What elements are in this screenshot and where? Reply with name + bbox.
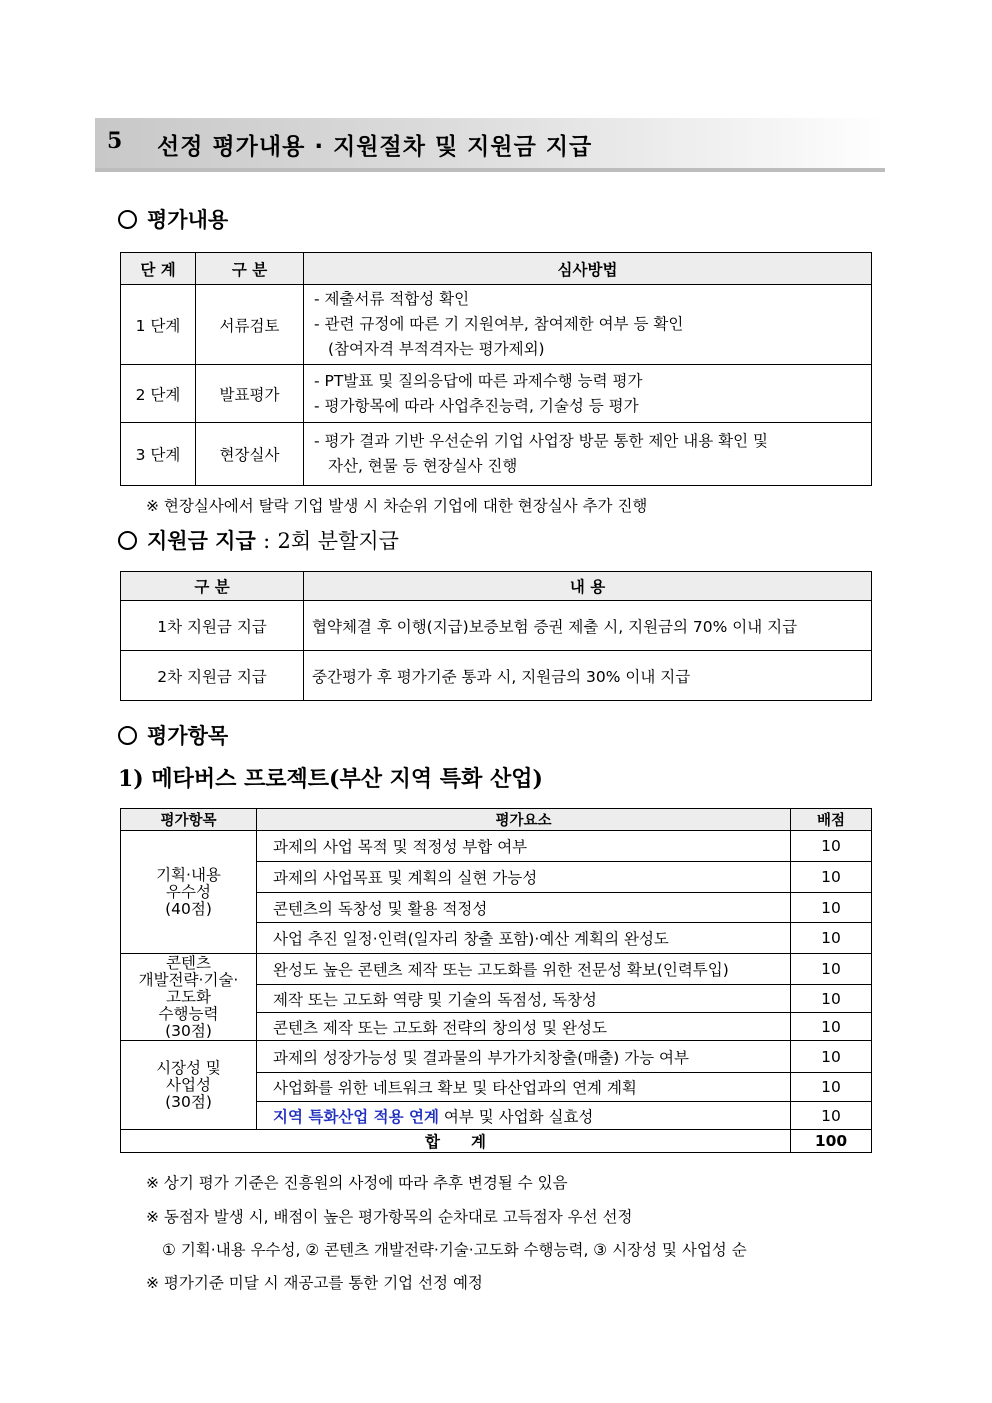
criterion-cell: 완성도 높은 콘텐츠 제작 또는 고도화를 위한 전문성 확보(인력투입) (257, 954, 791, 985)
score-cell: 10 (791, 1073, 872, 1102)
column-header: 평가요소 (257, 809, 791, 831)
evaluation-criteria-table (120, 808, 872, 1153)
score-cell: 10 (791, 862, 872, 893)
heading-evaluation: 평가내용 (118, 204, 228, 234)
table-row (121, 651, 872, 701)
column-header: 구 분 (196, 253, 304, 285)
circle-bullet-icon (118, 210, 137, 229)
section-title: 선정 평가내용 · 지원절차 및 지원금 지급 (157, 134, 593, 160)
method-cell: - 제출서류 적합성 확인 - 관련 규정에 따른 기 지원여부, 참여제한 여부 등 확인 (참여자격 부적격자는 평가제외) (304, 285, 872, 365)
circle-bullet-icon (118, 726, 137, 745)
note-site-inspection: ※ 현장실사에서 탈락 기업 발생 시 차순위 기업에 대한 현장실사 추가 진행 (146, 497, 648, 515)
stage-cell: 1 단계 (121, 285, 196, 365)
score-cell: 10 (791, 1102, 872, 1130)
heading-eval-items: 평가항목 (118, 720, 228, 750)
table-row (121, 954, 872, 985)
circle-bullet-icon (118, 531, 137, 550)
category-cell: 발표평가 (196, 365, 304, 423)
stage-cell: 2 단계 (121, 365, 196, 423)
table-row (121, 1041, 872, 1073)
section-number: 5 (107, 128, 123, 154)
column-header: 구 분 (121, 572, 304, 601)
score-cell: 10 (791, 893, 872, 923)
table-row (121, 285, 872, 365)
score-cell: 10 (791, 1041, 872, 1073)
criterion-cell: 콘텐츠 제작 또는 고도화 전략의 창의성 및 완성도 (257, 1013, 791, 1041)
highlighted-text: 지역 특화산업 적용 연계 (273, 1107, 439, 1126)
payment-content: 협약체결 후 이행(지급)보증보험 증권 제출 시, 지원금의 70% 이내 지급 (304, 601, 872, 651)
table-header-row (121, 572, 872, 601)
table-row (121, 423, 872, 486)
column-header: 배점 (791, 809, 872, 831)
note-tie: ※ 동점자 발생 시, 배점이 높은 평가항목의 순차대로 고득점자 우선 선정 (146, 1208, 633, 1226)
criterion-cell: 과제의 성장가능성 및 결과물의 부가가치창출(매출) 가능 여부 (257, 1041, 791, 1073)
score-cell: 10 (791, 1013, 872, 1041)
stage-cell: 3 단계 (121, 423, 196, 486)
method-cell: - PT발표 및 질의응답에 따른 과제수행 능력 평가 - 평가항목에 따라 사업추진능력, 기술성 등 평가 (304, 365, 872, 423)
payment-label: 2차 지원금 지급 (121, 651, 304, 701)
table-row (121, 601, 872, 651)
category-cell: 현장실사 (196, 423, 304, 486)
criterion-cell: 과제의 사업목표 및 계획의 실현 가능성 (257, 862, 791, 893)
table-header-row (121, 809, 872, 831)
note-change: ※ 상기 평가 기준은 진흥원의 사정에 따라 추후 변경될 수 있음 (146, 1174, 568, 1192)
criterion-cell: 사업화를 위한 네트워크 확보 및 타산업과의 연계 계획 (257, 1073, 791, 1102)
category-cell: 서류검토 (196, 285, 304, 365)
category-cell: 콘텐츠 개발전략·기술· 고도화 수행능력 (30점) (121, 954, 257, 1041)
column-header: 심사방법 (304, 253, 872, 285)
total-score: 100 (791, 1130, 872, 1153)
criterion-cell: 제작 또는 고도화 역량 및 기술의 독점성, 독창성 (257, 985, 791, 1013)
column-header: 내 용 (304, 572, 872, 601)
category-cell: 기획·내용 우수성 (40점) (121, 831, 257, 954)
total-row (121, 1130, 872, 1153)
score-cell: 10 (791, 985, 872, 1013)
heading-payment: 지원금 지급 : 2회 분할지급 (118, 525, 399, 555)
score-cell: 10 (791, 831, 872, 862)
category-cell: 시장성 및 사업성 (30점) (121, 1041, 257, 1130)
column-header: 평가항목 (121, 809, 257, 831)
payment-table (120, 571, 872, 701)
method-cell: - 평가 결과 기반 우선순위 기업 사업장 방문 통한 제안 내용 확인 및 자산, 현물 등 현장실사 진행 (304, 423, 872, 486)
criterion-cell: 콘텐츠의 독창성 및 활용 적정성 (257, 893, 791, 923)
note-tie-order: ① 기획·내용 우수성, ② 콘텐츠 개발전략·기술·고도화 수행능력, ③ 시장성 및 사업성 순 (162, 1241, 747, 1259)
payment-label: 1차 지원금 지급 (121, 601, 304, 651)
table-header-row (121, 253, 872, 285)
total-label: 합 계 (121, 1130, 791, 1153)
score-cell: 10 (791, 954, 872, 985)
criterion-cell: 과제의 사업 목적 및 적정성 부합 여부 (257, 831, 791, 862)
payment-content: 중간평가 후 평가기준 통과 시, 지원금의 30% 이내 지급 (304, 651, 872, 701)
criterion-cell: 지역 특화산업 적용 연계 여부 및 사업화 실효성 (257, 1102, 791, 1130)
section-header (95, 118, 885, 172)
score-cell: 10 (791, 923, 872, 954)
note-reannounce: ※ 평가기준 미달 시 재공고를 통한 기업 선정 예정 (146, 1274, 483, 1292)
heading-metaverse-project: 1) 메타버스 프로젝트(부산 지역 특화 산업) (118, 766, 543, 792)
table-row (121, 831, 872, 862)
review-process-table (120, 252, 872, 486)
table-row (121, 365, 872, 423)
criterion-cell: 사업 추진 일정·인력(일자리 창출 포함)·예산 계획의 완성도 (257, 923, 791, 954)
column-header: 단 계 (121, 253, 196, 285)
